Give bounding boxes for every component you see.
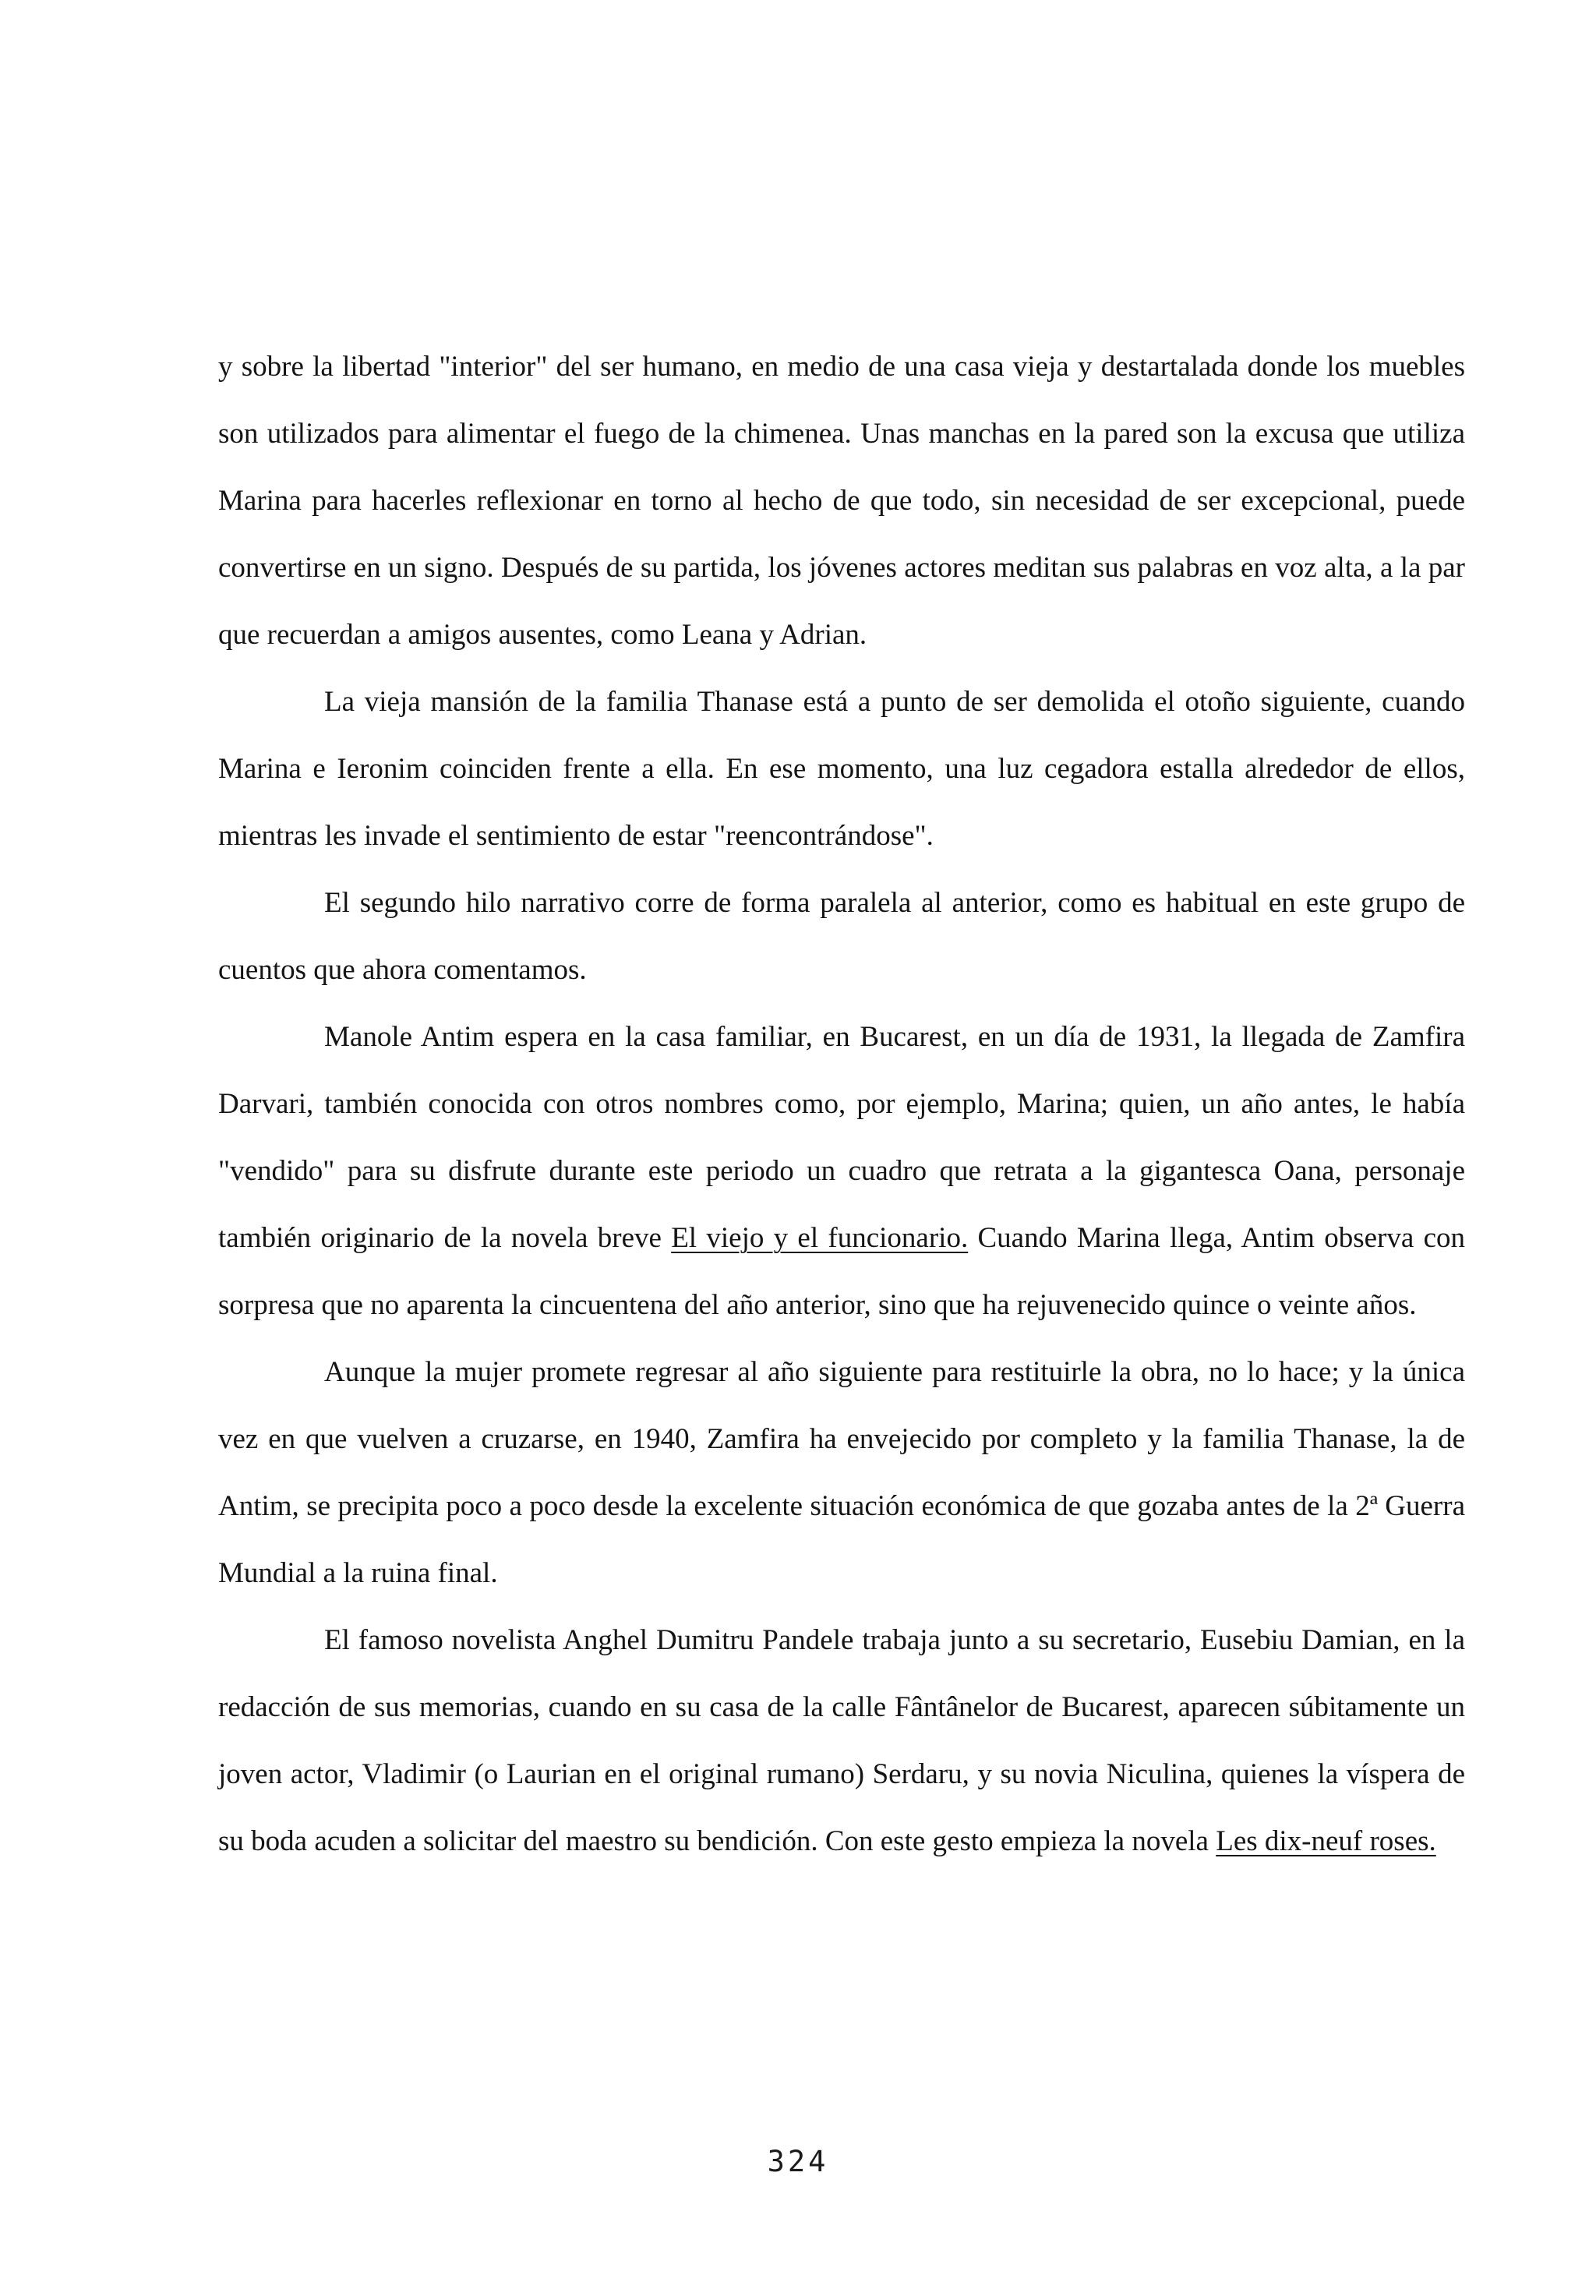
paragraph-text: El famoso novelista Anghel Dumitru Pandele trabaja junto a su secretario, Eusebiu Damian, en la redacción de sus memorias, cuando en su casa de la calle Fântânelor de Bucarest, aparecen súbitamente un joven actor, Vladimir (o Laurian en el original rumano) Serdaru, y su novia Niculina, quienes la víspera de su boda acuden a solicitar del maestro su bendición. Con este gesto empieza la novela [218, 1624, 1465, 1857]
book-title: El viejo y el funcionario. [671, 1222, 969, 1254]
paragraph [218, 669, 1465, 870]
paragraph [218, 334, 1465, 669]
paragraph [218, 1339, 1465, 1607]
paragraph-text: Cuando Marina llega, Antim observa con sorpresa que no aparenta la cincuentena del año anterior, sino que ha rejuvenecido quince o veinte años. [218, 1222, 1465, 1321]
paragraph [218, 1004, 1465, 1339]
paragraph [218, 1607, 1465, 1875]
book-title: Les dix-neuf roses. [1216, 1825, 1436, 1857]
paragraph-text: La vieja mansión de la familia Thanase está a punto de ser demolida el otoño siguiente, cuando Marina e Ieronim coinciden frente a ella. En ese momento, una luz cegadora estalla alrededor de ellos, mientras les invade el sentimiento de estar "reencontrándose". [218, 686, 1465, 852]
document-body [218, 334, 1465, 1875]
paragraph-text: Manole Antim espera en la casa familiar, en Bucarest, en un día de 1931, la llegada de Zamfira Darvari, también conocida con otros nombres como, por ejemplo, Marina; quien, un año antes, le había "vendido" para su disfrute durante este periodo un cuadro que retrata a la gigantesca Oana, personaje también originario de la novela breve [218, 1021, 1465, 1254]
page-number: 324 [767, 2145, 829, 2178]
paragraph-text: El segundo hilo narrativo corre de forma paralela al anterior, como es habitual en este grupo de cuentos que ahora comentamos. [218, 887, 1465, 986]
paragraph-text: Aunque la mujer promete regresar al año siguiente para restituirle la obra, no lo hace; y la única vez en que vuelven a cruzarse, en 1940, Zamfira ha envejecido por completo y la familia Thanase, la de Antim, se precipita poco a poco desde la excelente situación económica de que gozaba antes de la 2ª Guerra Mundial a la ruina final. [218, 1356, 1465, 1589]
paragraph-text: y sobre la libertad "interior" del ser humano, en medio de una casa vieja y destartalada donde los muebles son utilizados para alimentar el fuego de la chimenea. Unas manchas en la pared son la excusa que utiliza Marina para hacerles reflexionar en torno al hecho de que todo, sin necesidad de ser excepcional, puede convertirse en un signo. Después de su partida, los jóvenes actores meditan sus palabras en voz alta, a la par que recuerdan a amigos ausentes, como Leana y Adrian. [218, 351, 1465, 651]
paragraph [218, 870, 1465, 1004]
